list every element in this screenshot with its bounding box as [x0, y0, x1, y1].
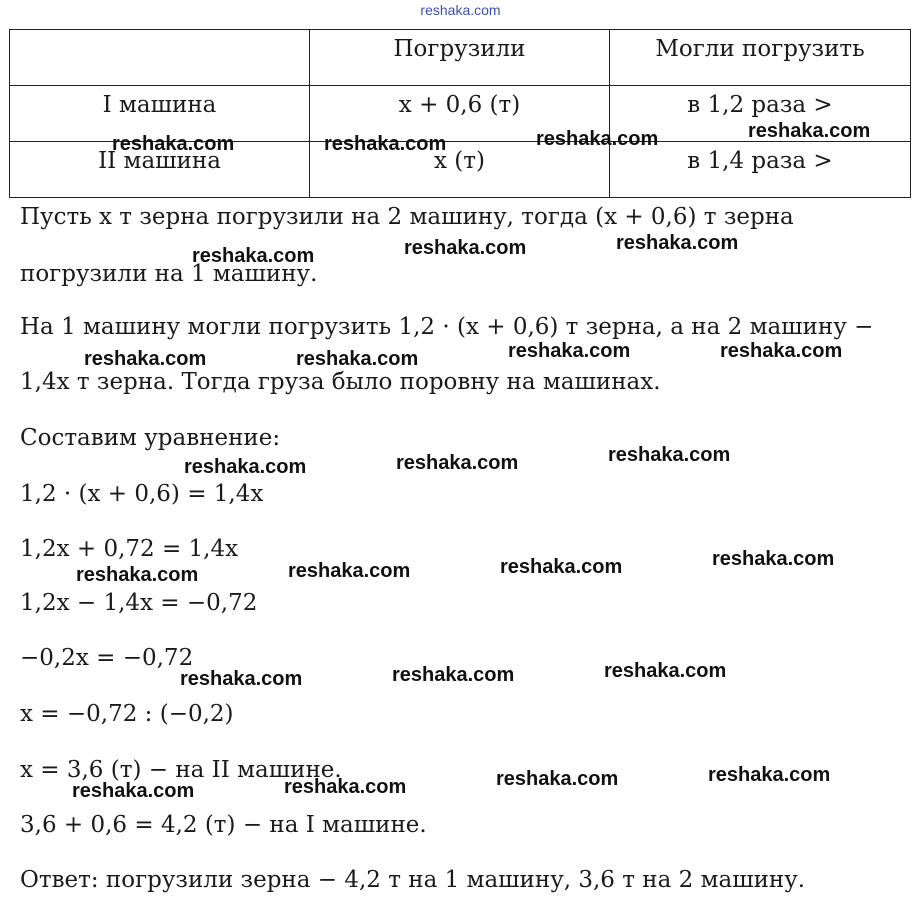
watermark: reshaka.com — [296, 348, 419, 370]
table-header-cell: Могли погрузить — [610, 30, 911, 86]
solution-line: погрузили на 1 машину. — [20, 261, 318, 287]
table-cell: x + 0,6 (т) — [310, 86, 610, 142]
watermark: reshaka.com — [712, 548, 835, 570]
watermark: reshaka.com — [748, 120, 871, 142]
watermark: reshaka.com — [192, 245, 315, 267]
data-table — [9, 29, 911, 198]
solution-line: Составим уравнение: — [20, 425, 281, 451]
equation-line: 1,2 · (x + 0,6) = 1,4x — [20, 481, 264, 507]
table-cell: в 1,4 раза > — [610, 142, 911, 198]
equation-line: x = −0,72 : (−0,2) — [20, 701, 234, 727]
solution-line: Пусть x т зерна погрузили на 2 машину, тогда (x + 0,6) т зерна — [20, 204, 794, 230]
watermark: reshaka.com — [508, 340, 631, 362]
watermark: reshaka.com — [616, 232, 739, 254]
answer-line: Ответ: погрузили зерна − 4,2 т на 1 машину, 3,6 т на 2 машину. — [20, 867, 806, 893]
solution-line: На 1 машину могли погрузить 1,2 · (x + 0,6) т зерна, а на 2 машину − — [20, 314, 874, 340]
table-cell: I машина — [10, 86, 310, 142]
watermark: reshaka.com — [288, 560, 411, 582]
watermark: reshaka.com — [708, 764, 831, 786]
watermark: reshaka.com — [112, 133, 235, 155]
watermark: reshaka.com — [324, 133, 447, 155]
watermark: reshaka.com — [72, 780, 195, 802]
watermark: reshaka.com — [184, 456, 307, 478]
watermark: reshaka.com — [76, 564, 199, 586]
watermark: reshaka.com — [604, 660, 727, 682]
watermark: reshaka.com — [392, 664, 515, 686]
equation-line: 3,6 + 0,6 = 4,2 (т) − на I машине. — [20, 812, 427, 838]
table-header-cell — [10, 30, 310, 86]
watermark: reshaka.com — [536, 128, 659, 150]
equation-line: 1,2x − 1,4x = −0,72 — [20, 590, 258, 616]
equation-line: 1,2x + 0,72 = 1,4x — [20, 536, 239, 562]
watermark: reshaka.com — [84, 348, 207, 370]
solution-line: 1,4x т зерна. Тогда груза было поровну на машинах. — [20, 369, 661, 395]
watermark: reshaka.com — [396, 452, 519, 474]
watermark: reshaka.com — [180, 668, 303, 690]
table-header-row — [10, 30, 911, 86]
watermark: reshaka.com — [404, 237, 527, 259]
watermark: reshaka.com — [608, 444, 731, 466]
table-header-cell: Погрузили — [310, 30, 610, 86]
table-cell: в 1,2 раза > — [610, 86, 911, 142]
watermark: reshaka.com — [496, 768, 619, 790]
watermark: reshaka.com — [720, 340, 843, 362]
watermark: reshaka.com — [284, 776, 407, 798]
site-header[interactable]: reshaka.com — [420, 2, 501, 18]
watermark: reshaka.com — [500, 556, 623, 578]
table-cell: x (т) — [310, 142, 610, 198]
equation-line: x = 3,6 (т) − на II машине. — [20, 757, 342, 783]
table-cell: II машина — [10, 142, 310, 198]
equation-line: −0,2x = −0,72 — [20, 645, 194, 671]
